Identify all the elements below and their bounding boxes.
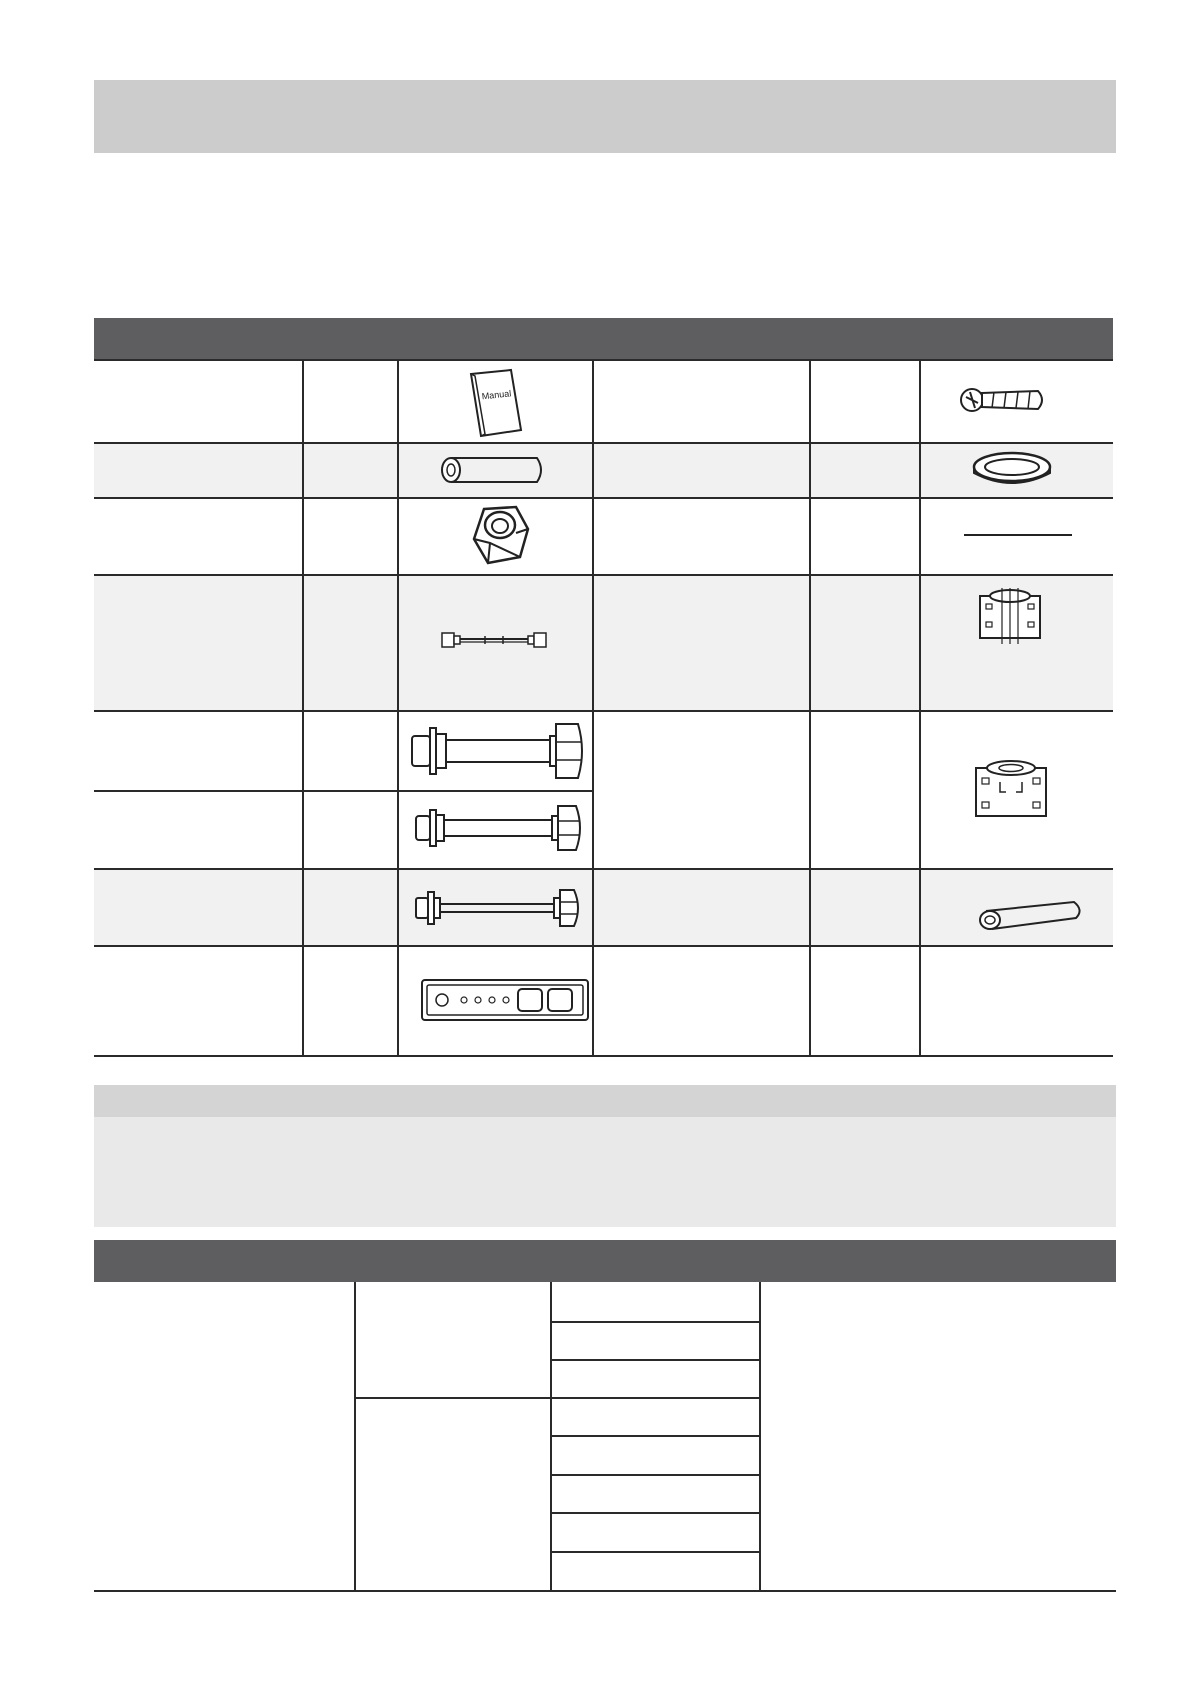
small-magnetic-ring-icon: [974, 586, 1046, 644]
table-row-divider: [94, 442, 1113, 444]
table-column-divider: [592, 359, 594, 1057]
hex-nut-icon: [470, 503, 532, 569]
connecting-pipe-icon: [440, 628, 548, 652]
note-header-band: [94, 1085, 1116, 1117]
spec-row-divider: [550, 1321, 761, 1323]
spec-group-divider: [354, 1397, 761, 1399]
table-row-divider: [94, 574, 1113, 576]
page-title-band: [94, 80, 1116, 153]
small-pipe-adapter-icon: [414, 886, 586, 930]
spec-column-divider: [354, 1282, 356, 1592]
table-row-divider: [94, 790, 594, 792]
manual-booklet-icon: [465, 368, 529, 440]
table-row-band-6: [94, 869, 1113, 946]
medium-pipe-adapter-icon: [414, 802, 586, 854]
table-row-divider: [94, 945, 1113, 947]
insulation-tube-icon: [437, 453, 549, 487]
table-column-divider: [919, 359, 921, 1057]
spec-row-divider: [550, 1435, 761, 1437]
large-pipe-adapter-icon: [410, 720, 588, 782]
table-bottom-border: [94, 1055, 1113, 1057]
specification-section-header: [94, 1240, 1116, 1282]
spec-table-bottom-border: [94, 1590, 1116, 1592]
wall-anchor-screw-icon: [958, 380, 1050, 424]
table-row-band-4: [94, 575, 1113, 711]
spec-row-divider: [550, 1474, 761, 1476]
cable-tie-icon: [964, 534, 1072, 536]
table-row-divider: [94, 497, 1113, 499]
table-row-band-2: [94, 443, 1113, 498]
wired-controller-icon: [420, 978, 590, 1022]
spec-row-divider: [550, 1551, 761, 1553]
manual-cover-label: Manual: [481, 388, 512, 402]
spec-row-divider: [550, 1512, 761, 1514]
spec-column-divider: [759, 1282, 761, 1592]
table-row-divider: [94, 359, 1113, 361]
table-column-divider: [397, 359, 399, 1057]
note-body-band: [94, 1117, 1116, 1227]
table-row-divider: [94, 710, 1113, 712]
accessories-section-header: [94, 318, 1113, 360]
sealing-ring-icon: [970, 449, 1054, 491]
large-magnetic-ring-icon: [970, 756, 1052, 822]
table-row-divider: [94, 868, 1113, 870]
table-column-divider: [302, 359, 304, 1057]
table-column-divider: [809, 359, 811, 1057]
protective-sleeve-icon: [976, 898, 1086, 932]
spec-column-divider: [550, 1282, 552, 1592]
spec-row-divider: [550, 1359, 761, 1361]
